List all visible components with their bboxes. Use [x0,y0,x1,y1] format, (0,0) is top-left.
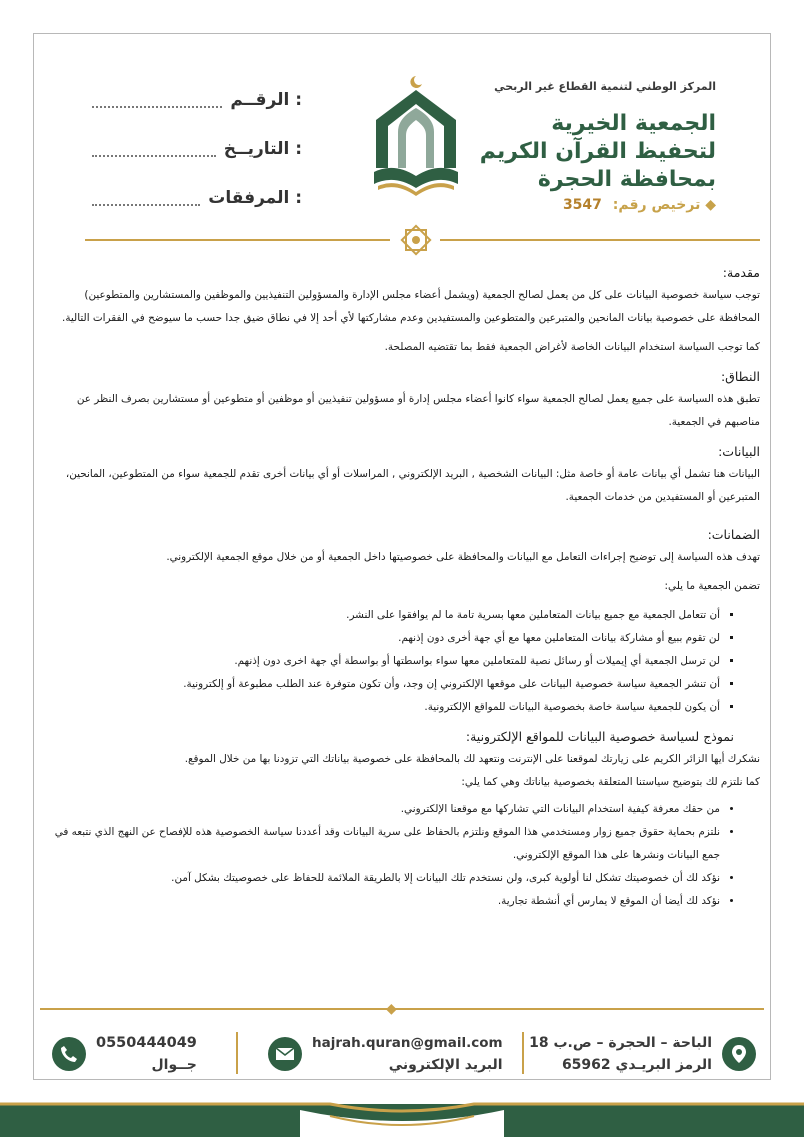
org-name-line3: بمحافظة الحجرة [537,167,716,192]
license-label: ترخيص رقم: [612,197,701,213]
org-name-line2: لتحفيظ القرآن الكريم [479,139,716,164]
data-heading: البيانات: [718,444,760,459]
list-item: ▪ أن تنشر الجمعية سياسة خصوصية البيانات على موقعها الإلكتروني إن وجد، وأن تكون متوفرة عند الطلب مطبوعة أو إلكترونية. [44,673,720,696]
scope-heading: النطاق: [720,369,760,384]
date-field [92,133,302,165]
org-name-line1: الجمعية الخيرية [551,111,716,136]
diamond-icon: ◆ [705,197,716,213]
email-text [312,1032,503,1076]
footer-divider [40,1008,764,1010]
header-divider-left [85,239,390,241]
footer-separator-right [522,1032,524,1074]
scope-paragraph: تطبق هذه السياسة على جميع يعمل لصالح الجمعية سواء كانوا أعضاء مجلس إدارة أو مسؤولين تنفيذيين أو موظفين أو متطوعين أو مستشارين بصرف النظر عن مناصبهم في الجمعية. [76,393,760,428]
license-number: 3547 [562,197,602,213]
guarantees-heading: الضمانات: [707,527,760,542]
attachments-field [92,182,302,214]
header-divider-right [440,239,760,241]
email-label: البريد الإلكتروني [388,1057,503,1073]
attachments-label: المرفقات : [208,188,302,208]
list-item: • من حقك معرفة كيفية استخدام البيانات التي تشاركها مع موقعنا الإلكتروني. [44,798,720,821]
intro-heading: مقدمة: [722,265,760,280]
ornament-star-icon [400,224,432,256]
model-list [44,798,720,913]
footer-address [529,1028,756,1080]
list-item: • نؤكد لك أيضا أن الموقع لا يمارس أي أنشطة تجارية. [44,890,720,913]
number-label: الرقــم : [230,90,302,110]
license [563,197,716,213]
phone-number[interactable]: 0550444049 [96,1035,197,1051]
footer-band-ornament [0,1092,804,1137]
phone-icon [52,1037,86,1071]
intro-paragraph-2: كما توجب السياسة استخدام البيانات الخاصة لأغراض الجمعية فقط بما تقتضيه المصلحة. [384,341,760,353]
model-paragraph-2: كما نلتزم لك بتوضيح سياستنا المتعلقة بخصوصية بياناتك وهي كما يلي: [461,776,760,788]
number-dots [92,92,222,108]
mosque-book-logo-icon [368,72,464,200]
address-text [529,1032,712,1076]
phone-text [96,1032,197,1076]
list-item: • نؤكد لك أن خصوصيتك تشكل لنا أولوية كبرى، ولن نستخدم تلك البيانات إلا بالطريقة الملائمة للحفاظ على خصوصيتك بشكل آمن. [44,867,720,890]
model-heading: نموذج لسياسة خصوصية البيانات للمواقع الإلكترونية: [465,729,734,744]
attachments-dots [92,190,200,206]
list-item: ▪ أن يكون للجمعية سياسة خاصة بخصوصية البيانات للمواقع الإلكترونية. [44,696,720,719]
footer-phone [52,1028,197,1080]
phone-label: جــوال [151,1057,197,1073]
guarantees-paragraph-2: تضمن الجمعية ما يلي: [664,580,760,592]
number-field [92,84,302,116]
guarantees-paragraph-1: تهدف هذه السياسة إلى توضيح إجراءات التعامل مع البيانات والمحافظة على خصوصيتها داخل الجمعية أو من خلال موقع الجمعية الإلكتروني. [166,551,760,563]
list-item: • نلتزم بحماية حقوق جميع زوار ومستخدمي هذا الموقع ونلتزم بالحفاظ على سرية البيانات وقد أعددنا سياسة الخصوصية هذه للإفصاح عن النهج الذي نتبعه في جمع البيانات ونشرها على هذا الموقع الإلكتروني. [44,821,720,867]
list-item: ▪ لن ترسل الجمعية أي إيميلات أو رسائل نصية للمتعاملين معها سواء بواسطتها أو بواسطة أي جهة اخرى دون إذنهم. [44,650,720,673]
document-body [44,255,760,919]
location-pin-icon [722,1037,756,1071]
date-label: التاريــخ : [223,139,302,159]
footer-diamond-icon: ◆ [386,1001,397,1017]
date-dots [92,141,216,157]
footer-email [268,1028,503,1080]
address-line-1: الباحة – الحجرة – ص.ب 18 [529,1035,712,1051]
org-name [480,110,716,194]
data-paragraph: البيانات هنا تشمل أي بيانات عامة أو خاصة مثل: البيانات الشخصية , البريد الإلكتروني , المراسلات أو أي بيانات أخرى تقدم للجمعية سواء من المتطوعين، المانحين، المتبرعين أو المستفيدين من خدمات الجمعية. [65,468,760,503]
footer-separator-left [236,1032,238,1074]
model-paragraph-1: نشكرك أيها الزائر الكريم على زيارتك لموقعنا على الإنترنت ونتعهد لك بالمحافظة على خصوصية بياناتك التي تزودنا بها من خلال الموقع. [184,753,760,765]
list-item: ▪ أن تتعامل الجمعية مع جميع بيانات المتعاملين معها بسرية تامة ما لم يوافقوا على النشر. [44,604,720,627]
email-address[interactable]: hajrah.quran@gmail.com [312,1035,503,1051]
org-top-line: المركز الوطني لتنمية القطاع غير الربحي [494,80,716,93]
intro-paragraph-1: توجب سياسة خصوصية البيانات على كل من يعمل لصالح الجمعية (ويشمل أعضاء مجلس الإدارة والمسؤولين التنفيذيين والموظفين والمستشارين والمتطوعين) المحافظة على خصوصية بيانات المانحين والمتبرعين والمتطوعين والمستفيدين وعدم مشاركتها لأي أحد إلا في نطاق ضيق جدا حسب ما سيوضح في الفقرات التالية. [62,289,760,324]
address-line-2: الرمز البريـدي 65962 [561,1057,712,1073]
list-item: ▪ لن تقوم ببيع أو مشاركة بيانات المتعاملين معها مع أي جهة أخرى دون إذنهم. [44,627,720,650]
guarantees-list [44,604,720,719]
email-envelope-icon [268,1037,302,1071]
